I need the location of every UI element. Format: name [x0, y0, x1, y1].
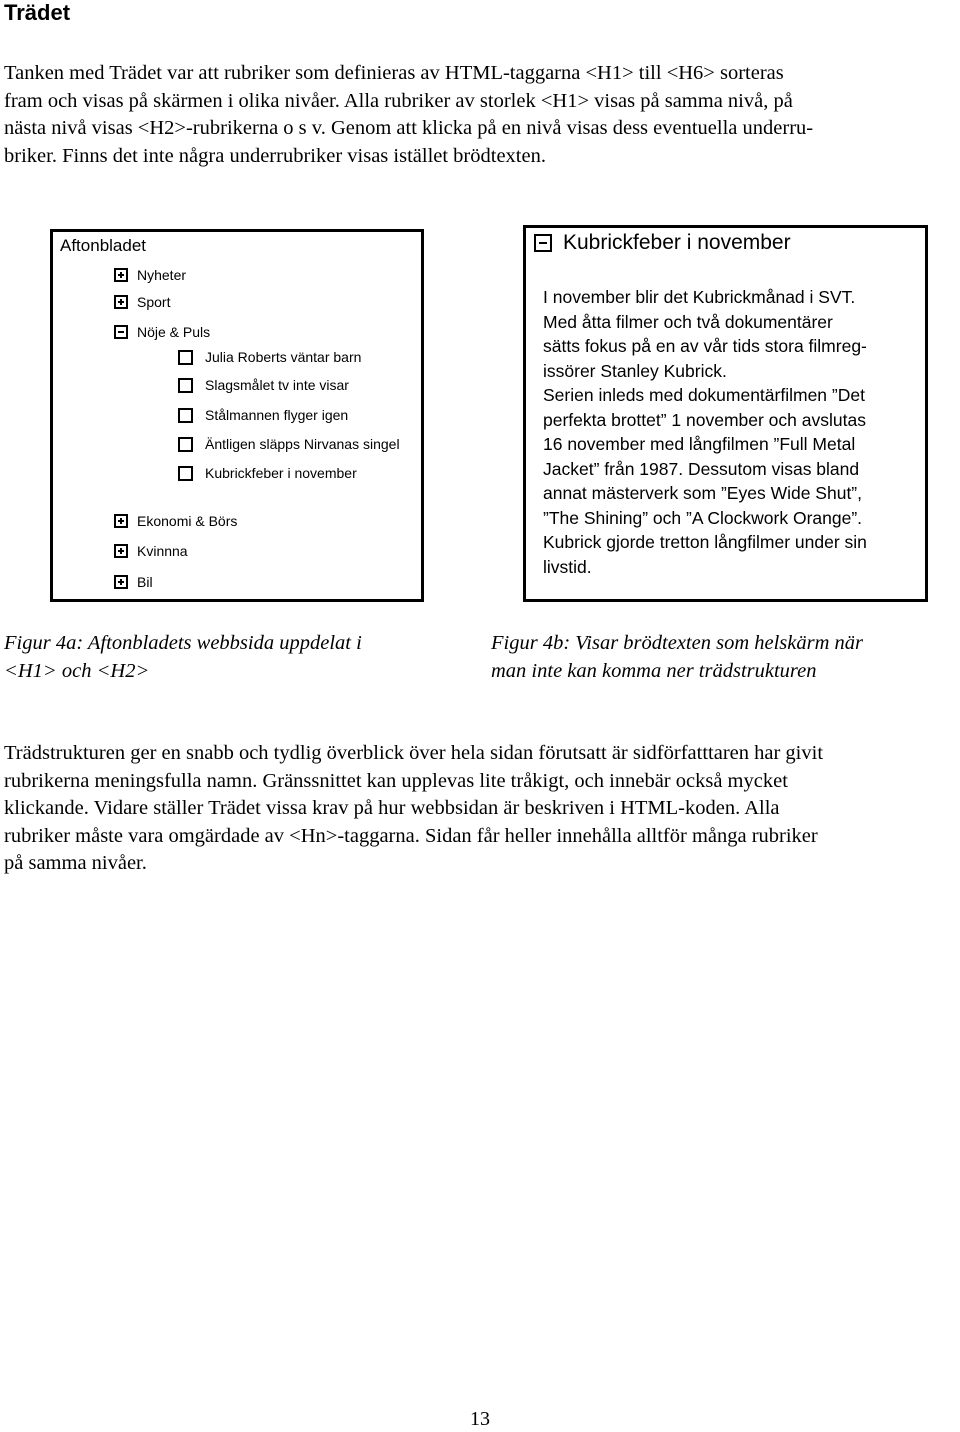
checkbox-icon[interactable] — [178, 437, 193, 452]
figure-4b-caption — [491, 630, 863, 685]
tree-subitem[interactable] — [178, 377, 349, 393]
body-paragraph — [4, 740, 956, 878]
body-line: Trädstrukturen ger en snabb och tydlig överblick över hela sidan förutsatt är sidförfatttaren har givit — [4, 742, 824, 764]
caption-line: man inte kan komma ner trädstrukturen — [491, 659, 817, 682]
expand-plus-icon[interactable] — [114, 268, 128, 282]
tree-title: Aftonbladet — [60, 236, 147, 255]
tree-subitem[interactable] — [178, 407, 348, 423]
article-line: 16 november med långfilmen ”Full Metal — [543, 434, 856, 454]
tree-item-nyheter[interactable] — [114, 267, 186, 283]
page-heading: Trädet — [4, 0, 71, 25]
tree-subitem-label: Julia Roberts väntar barn — [205, 349, 362, 365]
tree-subitem[interactable] — [178, 436, 400, 452]
figure-4a-tree-view — [50, 229, 424, 602]
tree-subitem-label: Kubrickfeber i november — [205, 465, 357, 481]
tree-item-ekonomi-bors[interactable] — [114, 513, 237, 529]
tree-subitem-label: Äntligen släpps Nirvanas singel — [205, 436, 400, 452]
article-body — [543, 285, 867, 579]
article-line: livstid. — [543, 556, 592, 577]
tree-item-label: Ekonomi & Börs — [137, 513, 238, 529]
tree-item-label: Sport — [137, 294, 171, 310]
checkbox-icon[interactable] — [178, 408, 193, 423]
tree-subitem-label: Stålmannen flyger igen — [205, 407, 349, 423]
checkbox-icon[interactable] — [178, 466, 193, 481]
tree-subitem[interactable] — [178, 465, 357, 481]
expand-plus-icon[interactable] — [114, 295, 128, 309]
tree-subitem-label: Slagsmålet tv inte visar — [205, 377, 349, 393]
article-line: perfekta brottet” 1 november och avslutas — [543, 409, 866, 430]
checkbox-icon[interactable] — [178, 378, 193, 393]
tree-subitem[interactable] — [178, 349, 361, 365]
article-line: Jacket” från 1987. Dessutom visas bland — [543, 458, 860, 479]
tree-item-noje-puls[interactable] — [114, 324, 210, 340]
intro-line: nästa nivå visas <H2>-rubrikerna o s v. Genom att klicka på en nivå visas dess eventuella underru- — [4, 117, 814, 139]
article-line: issörer Stanley Kubrick. — [543, 360, 727, 381]
figure-4b-body-text — [523, 225, 928, 602]
caption-line: Figur 4a: Aftonbladets webbsida uppdelat i — [4, 632, 362, 654]
body-line: på samma nivåer. — [4, 852, 147, 874]
intro-line: briker. Finns det inte några underrubriker visas istället brödtexten. — [4, 144, 546, 167]
article-line: sätts fokus på en av vår tids stora filmreg- — [543, 336, 867, 356]
caption-line: Figur 4b: Visar brödtexten som helskärm när — [491, 632, 864, 654]
article-line: Serien inleds med dokumentärfilmen ”Det — [543, 385, 865, 405]
tree-item-label: Kvinnna — [137, 543, 188, 559]
tree-item-label: Bil — [137, 574, 153, 590]
article-heading[interactable] — [534, 231, 791, 255]
collapse-minus-icon[interactable] — [534, 234, 552, 252]
collapse-minus-icon[interactable] — [114, 325, 128, 339]
expand-plus-icon[interactable] — [114, 514, 128, 528]
expand-plus-icon[interactable] — [114, 544, 128, 558]
body-line: klickande. Vidare ställer Trädet vissa krav på hur webbsidan är beskriven i HTML-koden. Alla — [4, 797, 780, 819]
tree-item-label: Nyheter — [137, 267, 187, 283]
tree-item-bil[interactable] — [114, 574, 153, 590]
intro-paragraph — [4, 60, 956, 170]
intro-line: fram och visas på skärmen i olika nivåer. Alla rubriker av storlek <H1> visas på samma nivå, på — [4, 89, 793, 112]
intro-line: Tanken med Trädet var att rubriker som definieras av HTML-taggarna <H1> till <H6> sorteras — [4, 62, 784, 84]
checkbox-icon[interactable] — [178, 350, 193, 365]
article-line: Med åtta filmer och två dokumentärer — [543, 311, 833, 332]
tree-item-sport[interactable] — [114, 294, 170, 310]
body-line: rubrikerna meningsfulla namn. Gränssnittet kan upplevas lite tråkigt, och innebär också mycket — [4, 769, 788, 792]
tree-item-label: Nöje & Puls — [137, 324, 211, 340]
article-line: annat mästerverk som ”Eyes Wide Shut”, — [543, 483, 862, 503]
figure-4a-caption — [4, 630, 362, 685]
tree-item-kvinnna[interactable] — [114, 543, 188, 559]
article-title: Kubrickfeber i november — [563, 231, 791, 254]
article-line: I november blir det Kubrickmånad i SVT. — [543, 287, 856, 307]
article-line: Kubrick gjorde tretton långfilmer under sin — [543, 532, 867, 552]
body-line: rubriker måste vara omgärdade av <Hn>-taggarna. Sidan får heller innehålla alltför många rubriker — [4, 824, 818, 847]
caption-line: <H1> och <H2> — [4, 659, 150, 682]
page-number: 13 — [470, 1408, 490, 1430]
expand-plus-icon[interactable] — [114, 575, 128, 589]
article-line: ”The Shining” och ”A Clockwork Orange”. — [543, 507, 863, 528]
